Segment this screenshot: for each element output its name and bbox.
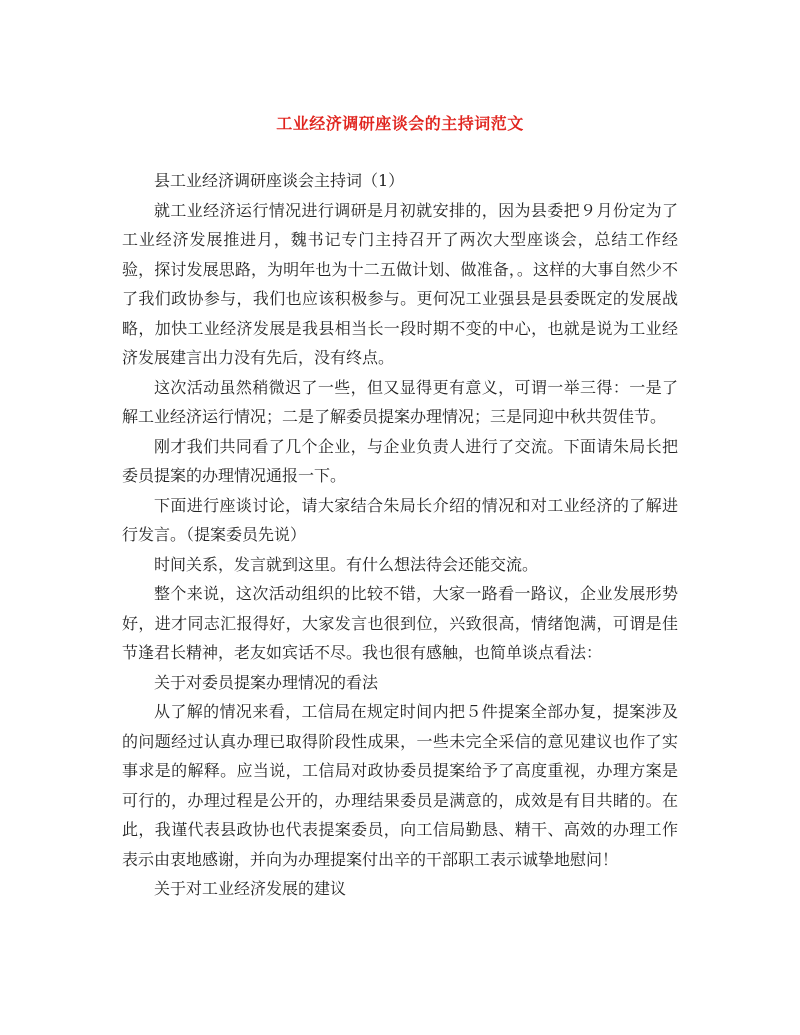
paragraph: 从了解的情况来看，工信局在规定时间内把５件提案全部办复，提案涉及的问题经过认真办理已取得阶段性成果，一些未完全采信的意见建议也作了实事求是的解释。应当说，工信局对政协委员提案给予了高度重视，办理方案是可行的，办理过程是公开的，办理结果委员是满意的，成效是有目共睹的。在此，我谨代表县政协也代表提案委员，向工信局勤恳、精干、高效的办理工作表示由衷地感谢，并向为办理提案付出辛的干部职工表示诚挚地慰问！ [122, 702, 678, 869]
paragraph: 下面进行座谈讨论，请大家结合朱局长介绍的情况和对工业经济的了解进行发言。（提案委员先说） [122, 495, 678, 544]
paragraph: 就工业经济运行情况进行调研是月初就安排的，因为县委把９月份定为了工业经济发展推进月，魏书记专门主持召开了两次大型座谈会，总结工作经验，探讨发展思路，为明年也为十二五做计划、做准备，。这样的大事自然少不了我们政协参与，我们也应该积极参与。更何况工业强县是县委既定的发展战略，加快工业经济发展是我县相当长一段时期不变的中心，也就是说为工业经济发展建言出力没有先后，没有终点。 [122, 200, 678, 367]
paragraph: 时间关系，发言就到这里。有什么想法待会还能交流。 [154, 554, 539, 574]
paragraph-subtitle: 县工业经济调研座谈会主持词（1） [154, 171, 405, 190]
document-title: 工业经济调研座谈会的主持词范文 [276, 113, 524, 133]
paragraph: 这次活动虽然稍微迟了一些，但又显得更有意义，可谓一举三得：一是了解工业经济运行情况；二是了解委员提案办理情况；三是同迎中秋共贺佳节。 [122, 377, 678, 426]
section-heading: 关于对工业经济发展的建议 [154, 879, 347, 898]
section-heading: 关于对委员提案办理情况的看法 [154, 672, 379, 692]
paragraph: 刚才我们共同看了几个企业，与企业负责人进行了交流。下面请朱局长把委员提案的办理情况通报一下。 [122, 436, 678, 485]
document-body [122, 166, 678, 904]
paragraph: 整个来说，这次活动组织的比较不错，大家一路看一路议，企业发展形势好，进才同志汇报得好，大家发言也很到位，兴致很高，情绪饱满，可谓是佳节逢君长精神，老友如宾话不尽。我也很有感触，也简单谈点看法： [122, 584, 678, 662]
